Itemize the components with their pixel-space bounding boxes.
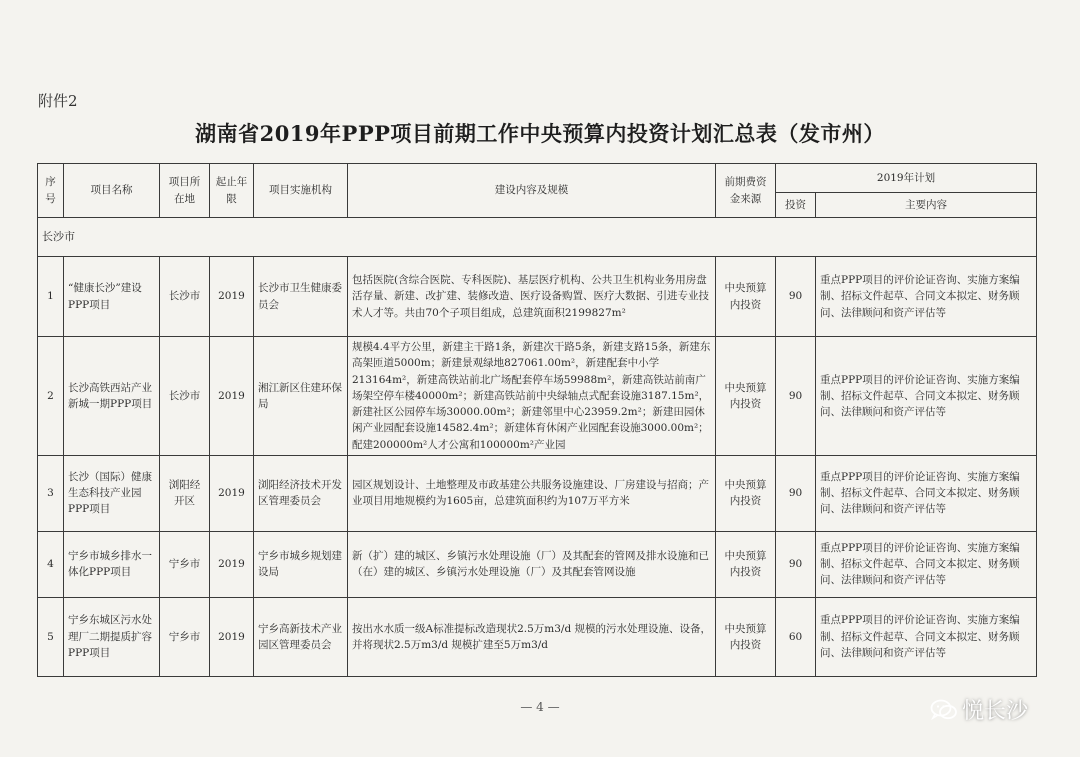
cell-seq: 1 [38,257,64,337]
cell-content: 按出水水质一级A标准提标改造现状2.5万m3/d 规模的污水处理设施、设备，并将现状2.5万m3/d 规模扩建至5万m3/d [348,597,716,676]
cell-main-content: 重点PPP项目的评价论证咨询、实施方案编制、招标文件起草、合同文本拟定、财务顾问、法律顾问和资产评估等 [816,455,1037,531]
table-row [38,597,1037,676]
cell-funding: 中央预算内投资 [716,337,776,456]
header-investment: 投资 [776,193,816,218]
wechat-icon [930,699,958,721]
investment-plan-table [37,163,1037,677]
cell-period: 2019 [210,597,254,676]
cell-agency: 宁乡高新技术产业园区管理委员会 [254,597,348,676]
cell-agency: 长沙市卫生健康委员会 [254,257,348,337]
cell-investment: 90 [776,531,816,597]
cell-seq: 5 [38,597,64,676]
group-label: 长沙市 [38,218,1037,257]
cell-period: 2019 [210,455,254,531]
table-row [38,257,1037,337]
page-number: — 4 — [520,700,560,714]
cell-name: “健康长沙”建设PPP项目 [64,257,160,337]
group-row [38,218,1037,257]
header-agency: 项目实施机构 [254,164,348,218]
header-funding: 前期费资金来源 [716,164,776,218]
cell-location: 宁乡市 [160,597,210,676]
cell-period: 2019 [210,531,254,597]
watermark-text: 悦长沙 [962,699,1029,724]
cell-seq: 2 [38,337,64,456]
cell-main-content: 重点PPP项目的评价论证咨询、实施方案编制、招标文件起草、合同文本拟定、财务顾问、法律顾问和资产评估等 [816,597,1037,676]
document-title: 湖南省2019年PPP项目前期工作中央预算内投资计划汇总表（发市州） [195,121,885,146]
table-row [38,531,1037,597]
cell-funding: 中央预算内投资 [716,455,776,531]
cell-period: 2019 [210,257,254,337]
header-row [38,164,1037,193]
cell-main-content: 重点PPP项目的评价论证咨询、实施方案编制、招标文件起草、合同文本拟定、财务顾问、法律顾问和资产评估等 [816,531,1037,597]
cell-investment: 60 [776,597,816,676]
cell-content: 园区规划设计、土地整理及市政基建公共服务设施建设、厂房建设与招商；产业项目用地规模约为1605亩，总建筑面积约为107万平方米 [348,455,716,531]
cell-location: 浏阳经开区 [160,455,210,531]
watermark [930,694,1028,725]
cell-main-content: 重点PPP项目的评价论证咨询、实施方案编制、招标文件起草、合同文本拟定、财务顾问、法律顾问和资产评估等 [816,257,1037,337]
cell-agency: 浏阳经济技术开发区管理委员会 [254,455,348,531]
cell-name: 长沙（国际）健康生态科技产业园PPP项目 [64,455,160,531]
header-main-content: 主要内容 [816,193,1037,218]
table-row [38,337,1037,456]
cell-investment: 90 [776,337,816,456]
cell-name: 长沙高铁西站产业新城一期PPP项目 [64,337,160,456]
cell-investment: 90 [776,455,816,531]
header-period: 起止年限 [210,164,254,218]
cell-location: 长沙市 [160,337,210,456]
cell-content: 新（扩）建的城区、乡镇污水处理设施（厂）及其配套的管网及排水设施和已（在）建的城区、乡镇污水处理设施（厂）及其配套管网设施 [348,531,716,597]
cell-funding: 中央预算内投资 [716,597,776,676]
cell-content: 包括医院(含综合医院、专科医院)、基层医疗机构、公共卫生机构业务用房盘活存量、新建、改扩建、装修改造、医疗设备购置、医疗大数据、引进专业技术人才等。共由70个子项目组成，总建筑面积2199827m² [348,257,716,337]
cell-investment: 90 [776,257,816,337]
table-row [38,455,1037,531]
cell-seq: 4 [38,531,64,597]
cell-funding: 中央预算内投资 [716,531,776,597]
cell-period: 2019 [210,337,254,456]
header-seq: 序号 [38,164,64,218]
cell-name: 宁乡市城乡排水一体化PPP项目 [64,531,160,597]
cell-location: 宁乡市 [160,531,210,597]
cell-content: 规模4.4平方公里，新建主干路1条，新建次干路5条，新建支路15条，新建东高架匝道5000m；新建景观绿地827061.00m²，新建配套中小学213164m²，新建高铁站前北广场配套停车场59988m²，新建高铁站前南广场架空停车楼40000m²；新建高铁站前中央绿轴点式配套设施3187.15m²，新建社区公园停车场30000.00m²；新建邻里中心23959.2m²；新建田园休闲产业园配套设施14582.4m²；新建体育休闲产业园配套设施3000.00m²；配建200000m²人才公寓和100000m²产业园 [348,337,716,456]
header-plan-2019: 2019年计划 [776,164,1037,193]
header-name: 项目名称 [64,164,160,218]
cell-agency: 宁乡市城乡规划建设局 [254,531,348,597]
cell-main-content: 重点PPP项目的评价论证咨询、实施方案编制、招标文件起草、合同文本拟定、财务顾问、法律顾问和资产评估等 [816,337,1037,456]
header-location: 项目所在地 [160,164,210,218]
cell-funding: 中央预算内投资 [716,257,776,337]
header-content: 建设内容及规模 [348,164,716,218]
cell-seq: 3 [38,455,64,531]
cell-location: 长沙市 [160,257,210,337]
cell-agency: 湘江新区住建环保局 [254,337,348,456]
cell-name: 宁乡东城区污水处理厂二期提质扩容PPP项目 [64,597,160,676]
attachment-label: 附件2 [38,92,78,110]
